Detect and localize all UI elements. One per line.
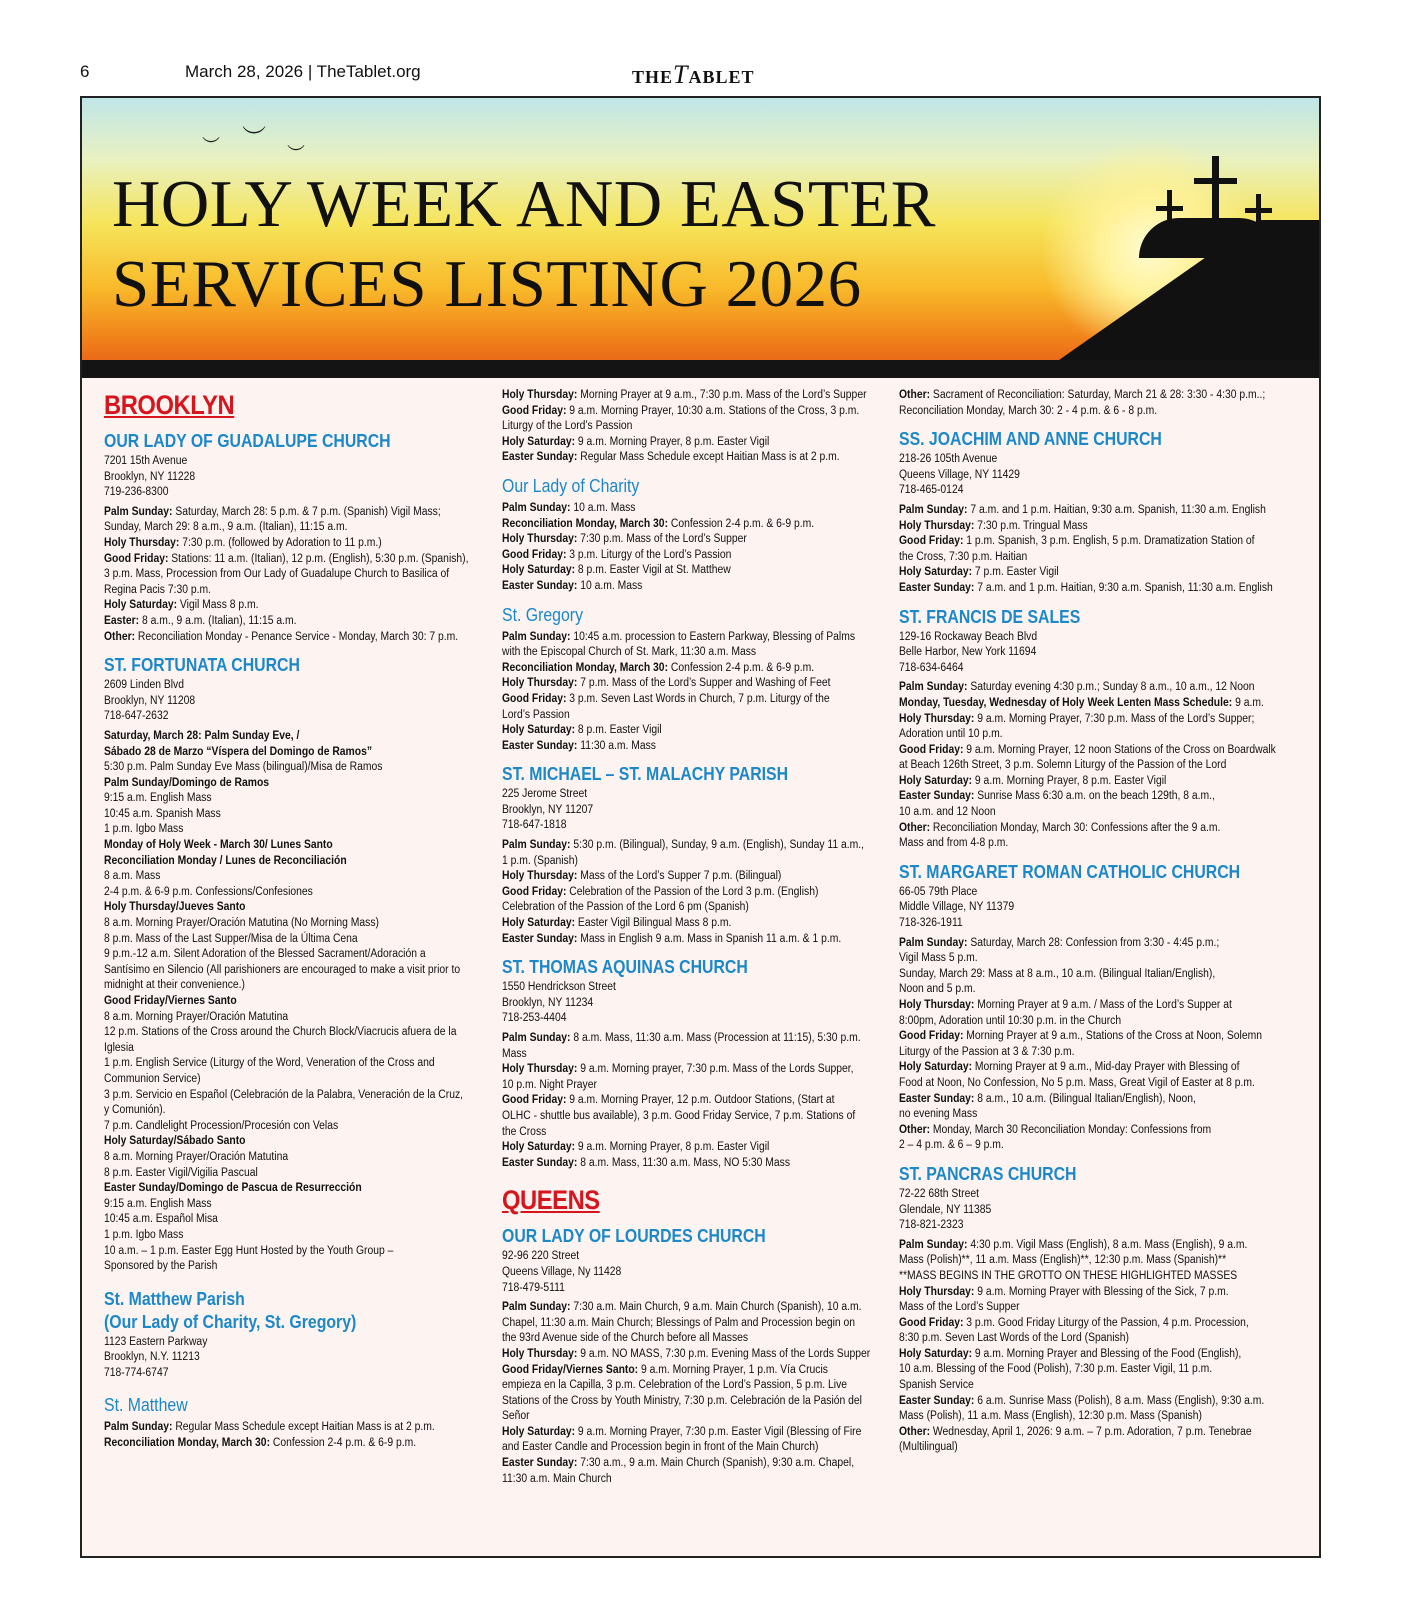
schedule-line: 1 p.m. English Service (Liturgy of the Word, Veneration of the Cross and	[104, 1057, 435, 1070]
schedule-line: Mass of the Lord’s Supper	[899, 1301, 1020, 1314]
schedule-line: Holy Saturday: 9 a.m. Morning Prayer, 8 p.m. Easter Vigil	[502, 435, 770, 448]
schedule-label: Holy Thursday:	[899, 519, 975, 532]
banner-ground-band	[82, 360, 1319, 378]
schedule-label: Easter Sunday:	[502, 579, 578, 592]
schedule-label: Monday of Holy Week - March 30/ Lunes Santo	[104, 839, 333, 852]
schedule-line: OLHC - shuttle bus available), 3 p.m. Good Friday Service, 7 p.m. Stations of	[502, 1109, 856, 1122]
church-name: SS. JOACHIM AND ANNE CHURCH	[899, 429, 1162, 450]
church-address	[104, 1335, 482, 1382]
masthead-logo: THETABLET	[632, 60, 755, 89]
schedule-line: at Beach 126th Street, 3 p.m. Solemn Liturgy of the Passion of the Lord	[899, 759, 1227, 772]
church-name: St. Gregory	[502, 604, 583, 625]
schedule-line: Good Friday: 3 p.m. Seven Last Words in Church, 7 p.m. Liturgy of the	[502, 692, 830, 705]
church-schedule	[502, 1300, 880, 1487]
address-line: 718-634-6464	[899, 661, 964, 674]
address-line: Brooklyn, NY 11208	[104, 694, 196, 707]
schedule-line: the 93rd Avenue side of the Church before all Masses	[502, 1332, 749, 1345]
address-line: 66-05 79th Place	[899, 885, 978, 898]
schedule-line: 8 a.m. Morning Prayer/Oración Matutina	[104, 1150, 289, 1163]
schedule-label: Holy Saturday:	[899, 566, 973, 579]
address-line: Glendale, NY 11385	[899, 1203, 992, 1216]
church-schedule	[899, 680, 1277, 852]
schedule-label: Palm Sunday:	[502, 839, 571, 852]
address-line: 719-236-8300	[104, 486, 169, 499]
address-line: 718-821-2323	[899, 1219, 964, 1232]
schedule-line	[104, 1181, 482, 1197]
schedule-label: Holy Saturday:	[502, 724, 576, 737]
address-line: 72-22 68th Street	[899, 1187, 979, 1200]
schedule-line: Noon and 5 p.m.	[899, 983, 976, 996]
schedule-line: Holy Thursday: 9 a.m. Morning Prayer with Blessing of the Sick, 7 p.m.	[899, 1285, 1229, 1298]
schedule-line: Palm Sunday: 8 a.m. Mass, 11:30 a.m. Mass (Procession at 11:15), 5:30 p.m.	[502, 1032, 861, 1044]
schedule-label: Holy Saturday:	[502, 435, 576, 448]
schedule-line: 2-4 p.m. & 6-9 p.m. Confessions/Confesiones	[104, 885, 313, 898]
church-address	[104, 454, 482, 501]
schedule-line: 3 p.m. Servicio en Español (Celebración de la Palabra, Veneración de la Cruz,	[104, 1088, 464, 1101]
schedule-label: Holy Saturday:	[104, 599, 178, 612]
schedule-line: Mass and from 4-8 p.m.	[899, 837, 1009, 850]
church-address	[502, 1249, 880, 1296]
schedule-line: Sunday, March 29: Mass at 8 a.m., 10 a.m. (Bilingual Italian/English),	[899, 967, 1216, 980]
schedule-line: Stations of the Cross by Youth Ministry, 7:30 p.m. Celebración de la Pasión del Señor	[502, 1394, 862, 1423]
schedule-label: Palm Sunday:	[502, 630, 571, 643]
schedule-label: Other:	[899, 1123, 931, 1136]
bird-icon: ︶	[287, 144, 305, 164]
schedule-label: Palm Sunday:	[502, 1032, 571, 1044]
church-schedule	[104, 729, 482, 1275]
schedule-line: 10:45 a.m. Spanish Mass	[104, 807, 221, 820]
schedule-line: no evening Mass	[899, 1108, 978, 1121]
schedule-label: Good Friday:	[502, 692, 567, 705]
schedule-label: Holy Thursday:	[502, 1063, 578, 1076]
schedule-line: Easter Sunday: 8 a.m., 10 a.m. (Bilingual Italian/English), Noon,	[899, 1092, 1196, 1105]
schedule-label: Holy Thursday/Jueves Santo	[104, 901, 246, 914]
schedule-line: Holy Thursday: Mass of the Lord’s Supper 7 p.m. (Bilingual)	[502, 870, 782, 883]
address-line: 718-253-4404	[502, 1012, 567, 1025]
listing-frame	[80, 96, 1321, 1558]
schedule-label: Easter Sunday:	[899, 581, 975, 594]
schedule-label: Other:	[899, 821, 931, 834]
schedule-line: Good Friday: Morning Prayer at 9 a.m., Stations of the Cross at Noon, Solemn	[899, 1030, 1262, 1043]
schedule-line: Holy Saturday: Morning Prayer at 9 a.m., Mid-day Prayer with Blessing of	[899, 1061, 1240, 1074]
schedule-line: Reconciliation Monday, March 30: Confession 2-4 p.m. & 6-9 p.m.	[502, 661, 815, 674]
schedule-label: Palm Sunday:	[502, 1301, 571, 1314]
address-line: 1550 Hendrickson Street	[502, 981, 616, 994]
address-line: Belle Harbor, New York 11694	[899, 646, 1037, 659]
schedule-line: 1 p.m. Igbo Mass	[104, 823, 184, 836]
schedule-line: Reconciliation Monday, March 30: Confession 2-4 p.m. & 6-9 p.m.	[104, 1437, 417, 1450]
column-3	[899, 388, 1279, 1456]
schedule-label: Holy Saturday:	[899, 1061, 973, 1074]
schedule-line: Holy Thursday: Morning Prayer at 9 a.m., 7:30 p.m. Mass of the Lord’s Supper	[502, 389, 867, 401]
schedule-label: Easter Sunday:	[899, 790, 975, 803]
schedule-line: 9:15 a.m. English Mass	[104, 792, 212, 805]
schedule-line: Food at Noon, No Confession, No 5 p.m. Mass, Great Vigil of Easter at 8 p.m.	[899, 1076, 1255, 1089]
schedule-label: Good Friday:	[899, 535, 964, 548]
schedule-line: Other: Reconciliation Monday, March 30: Confessions after the 9 a.m.	[899, 821, 1221, 834]
address-line: 1123 Eastern Parkway	[104, 1335, 208, 1348]
schedule-line: 1 p.m. Igbo Mass	[104, 1228, 184, 1241]
schedule-label: Palm Sunday:	[104, 505, 173, 518]
schedule-label: Other:	[899, 1425, 931, 1438]
bird-icon: ︶	[202, 136, 220, 156]
column-1	[104, 388, 484, 1452]
schedule-line: 8:00pm, Adoration until 10:30 p.m. in the Church	[899, 1014, 1122, 1027]
schedule-line: 5:30 p.m. Palm Sunday Eve Mass (bilingual)/Misa de Ramos	[104, 761, 383, 774]
region-heading-brooklyn: BROOKLYN	[104, 390, 235, 420]
church-name: OUR LADY OF GUADALUPE CHURCH	[104, 431, 391, 451]
schedule-line: Adoration until 10 p.m.	[899, 728, 1003, 741]
church-schedule	[502, 1031, 880, 1171]
address-line: Brooklyn, NY 11234	[502, 996, 594, 1009]
schedule-line: Lord’s Passion	[502, 708, 570, 721]
schedule-line: Celebration of the Passion of the Lord 6 pm (Spanish)	[502, 901, 749, 914]
schedule-line: Holy Saturday: 9 a.m. Morning Prayer, 7:30 p.m. Easter Vigil (Blessing of Fire	[502, 1425, 862, 1438]
church-name: St. Matthew Parish	[104, 1288, 245, 1309]
church-schedule-continued	[899, 388, 1277, 419]
schedule-label: Holy Thursday:	[502, 677, 578, 690]
schedule-line: Holy Thursday: 7:30 p.m. Mass of the Lord’s Supper	[502, 533, 747, 546]
schedule-line	[104, 854, 482, 870]
church-name: ST. THOMAS AQUINAS CHURCH	[502, 957, 748, 978]
schedule-label: Palm Sunday:	[899, 1238, 968, 1251]
title-banner	[82, 98, 1319, 378]
schedule-line: Good Friday: 9 a.m. Morning Prayer, 12 p.m. Outdoor Stations, (Start at	[502, 1094, 835, 1107]
schedule-label: Holy Saturday:	[502, 917, 576, 930]
schedule-line: y Comunión).	[104, 1104, 166, 1117]
schedule-line	[104, 994, 482, 1010]
church-address	[104, 678, 482, 725]
bird-icon: ︶	[242, 125, 266, 152]
church-address	[502, 980, 880, 1027]
schedule-line: Monday, Tuesday, Wednesday of Holy Week Lenten Mass Schedule: 9 a.m.	[899, 696, 1264, 709]
schedule-line: Palm Sunday: 4:30 p.m. Vigil Mass (English), 8 a.m. Mass (English), 9 a.m.	[899, 1238, 1248, 1251]
schedule-line: Good Friday: 3 p.m. Liturgy of the Lord’s Passion	[502, 548, 732, 561]
schedule-label: Good Friday:	[899, 743, 964, 756]
church-schedule	[502, 838, 880, 947]
address-line: 129-16 Rockaway Beach Blvd	[899, 630, 1038, 643]
schedule-label: Easter Sunday:	[899, 1092, 975, 1105]
schedule-label: Easter Sunday:	[502, 1156, 578, 1169]
address-line: 718-479-5111	[502, 1281, 565, 1294]
schedule-line: Good Friday: 3 p.m. Good Friday Liturgy of the Passion, 4 p.m. Procession,	[899, 1316, 1249, 1329]
schedule-line: 8 a.m. Morning Prayer/Oración Matutina	[104, 1010, 289, 1023]
schedule-label: Sábado 28 de Marzo “Víspera del Domingo de Ramos”	[104, 745, 373, 758]
address-line: Brooklyn, N.Y. 11213	[104, 1351, 200, 1364]
schedule-line: 8 p.m. Easter Vigil/Vigilia Pascual	[104, 1166, 258, 1179]
church-schedule	[502, 630, 880, 755]
church-name: OUR LADY OF LOURDES CHURCH	[502, 1226, 766, 1247]
schedule-label: Holy Saturday/Sábado Santo	[104, 1135, 246, 1148]
schedule-label: Good Friday:	[104, 552, 169, 565]
address-line: 2609 Linden Blvd	[104, 679, 185, 692]
schedule-line: 10 a.m. and 12 Noon	[899, 806, 996, 819]
schedule-label: Good Friday:	[502, 1094, 567, 1107]
schedule-line: Easter Sunday: Sunrise Mass 6:30 a.m. on the beach 129th, 8 a.m.,	[899, 790, 1215, 803]
schedule-line: Sponsored by the Parish	[104, 1260, 218, 1273]
schedule-line: Palm Sunday: 7:30 a.m. Main Church, 9 a.m. Main Church (Spanish), 10 a.m.	[502, 1301, 862, 1314]
church-schedule	[899, 1238, 1277, 1456]
schedule-line: Holy Thursday: 9 a.m. NO MASS, 7:30 p.m. Evening Mass of the Lords Supper	[502, 1347, 871, 1360]
schedule-line: **MASS BEGINS IN THE GROTTO ON THESE HIGHLIGHTED MASSES	[899, 1269, 1238, 1282]
schedule-line: 10 p.m. Night Prayer	[502, 1078, 597, 1091]
schedule-line: 9 p.m.-12 a.m. Silent Adoration of the Blessed Sacrament/Adoración a	[104, 948, 426, 961]
church-schedule	[104, 1420, 482, 1451]
listing-content	[82, 378, 1319, 1556]
schedule-line: Regina Pacis 7:30 p.m.	[104, 583, 212, 596]
address-line: Queens Village, Ny 11428	[502, 1265, 622, 1278]
address-line: Brooklyn, NY 11228	[104, 470, 196, 483]
schedule-line: Holy Thursday: 7:30 p.m. (followed by Adoration to 11 p.m.)	[104, 536, 382, 549]
schedule-line: Palm Sunday: 10:45 a.m. procession to Eastern Parkway, Blessing of Palms	[502, 630, 856, 643]
schedule-line: Spanish Service	[899, 1379, 974, 1392]
schedule-line: empieza en la Capilla, 3 p.m. Celebration of the Lord’s Passion, 5 p.m. Live	[502, 1379, 848, 1392]
schedule-line	[104, 776, 482, 792]
schedule-line: Holy Thursday: Morning Prayer at 9 a.m. / Mass of the Lord’s Supper at	[899, 999, 1232, 1011]
schedule-label: Reconciliation Monday / Lunes de Reconciliación	[104, 854, 347, 867]
church-name: ST. FRANCIS DE SALES	[899, 606, 1081, 627]
schedule-label: Good Friday:	[899, 1316, 964, 1329]
schedule-label: Holy Thursday:	[502, 389, 578, 401]
schedule-line: Holy Saturday: Vigil Mass 8 p.m.	[104, 599, 259, 612]
schedule-line: Palm Sunday: Saturday, March 28: 5 p.m. & 7 p.m. (Spanish) Vigil Mass;	[104, 505, 441, 518]
schedule-label: Good Friday:	[502, 404, 567, 417]
schedule-line: Palm Sunday: 10 a.m. Mass	[502, 501, 636, 514]
schedule-label: Easter:	[104, 614, 140, 627]
page-header	[80, 60, 1325, 88]
schedule-label: Holy Thursday:	[502, 1347, 578, 1360]
schedule-line: midnight at their convenience.)	[104, 979, 245, 992]
schedule-line: Other: Wednesday, April 1, 2026: 9 a.m. – 7 p.m. Adoration, 7 p.m. Tenebrae	[899, 1425, 1252, 1438]
schedule-line: Holy Thursday: 7:30 p.m. Tringual Mass	[899, 519, 1088, 532]
address-line: 7201 15th Avenue	[104, 455, 188, 467]
schedule-line: Palm Sunday: 7 a.m. and 1 p.m. Haitian, 9:30 a.m. Spanish, 11:30 a.m. English	[899, 503, 1266, 516]
schedule-label: Holy Thursday:	[899, 1285, 975, 1298]
address-line: 718-774-6747	[104, 1366, 169, 1379]
schedule-line: Easter Sunday: Regular Mass Schedule except Haitian Mass is at 2 p.m.	[502, 451, 840, 464]
church-address	[899, 1187, 1277, 1234]
schedule-line	[104, 729, 482, 745]
church-schedule	[502, 501, 880, 595]
schedule-label: Holy Saturday:	[502, 1141, 576, 1154]
schedule-line: Communion Service)	[104, 1072, 201, 1085]
address-line: 718-647-1818	[502, 819, 567, 832]
church-name: ST. MARGARET ROMAN CATHOLIC CHURCH	[899, 861, 1241, 882]
schedule-line: Other: Monday, March 30 Reconciliation Monday: Confessions from	[899, 1123, 1212, 1136]
schedule-line: 2 – 4 p.m. & 6 – 9 p.m.	[899, 1139, 1004, 1152]
schedule-line: Vigil Mass 5 p.m.	[899, 952, 978, 965]
calvary-hill-slope	[1059, 220, 1319, 360]
schedule-line: Easter Sunday: 7 a.m. and 1 p.m. Haitian, 9:30 a.m. Spanish, 11:30 a.m. English	[899, 581, 1273, 594]
schedule-label: Saturday, March 28: Palm Sunday Eve, /	[104, 729, 300, 742]
church-name: ST. FORTUNATA CHURCH	[104, 655, 300, 676]
schedule-label: Holy Saturday:	[502, 564, 576, 577]
schedule-line	[104, 745, 482, 761]
schedule-line: 9:15 a.m. English Mass	[104, 1197, 212, 1210]
schedule-line: Holy Saturday: 9 a.m. Morning Prayer, 8 p.m. Easter Vigil	[899, 774, 1167, 787]
schedule-line: Mass	[502, 1047, 527, 1060]
schedule-line	[104, 838, 482, 854]
schedule-line: Chapel, 11:30 a.m. Main Church; Blessings of Palm and Procession begin on	[502, 1316, 856, 1329]
church-address	[899, 452, 1277, 499]
schedule-line: Easter Sunday: 11:30 a.m. Mass	[502, 739, 656, 752]
schedule-label: Monday, Tuesday, Wednesday of Holy Week Lenten Mass Schedule:	[899, 696, 1233, 709]
schedule-line: 11:30 a.m. Main Church	[502, 1472, 612, 1485]
schedule-line: 8 a.m. Mass	[104, 870, 161, 883]
dateline: March 28, 2026 | TheTablet.org	[185, 62, 421, 81]
schedule-line: 10 a.m. – 1 p.m. Easter Egg Hunt Hosted by the Youth Group –	[104, 1244, 394, 1257]
address-line: 718-326-1911	[899, 917, 963, 930]
schedule-line: Good Friday: 1 p.m. Spanish, 3 p.m. English, 5 p.m. Dramatization Station of	[899, 535, 1255, 548]
schedule-line: Easter Sunday: Mass in English 9 a.m. Mass in Spanish 11 a.m. & 1 p.m.	[502, 932, 842, 945]
schedule-line: Palm Sunday: Saturday evening 4:30 p.m.; Sunday 8 a.m., 10 a.m., 12 Noon	[899, 681, 1255, 694]
schedule-line	[104, 1134, 482, 1150]
schedule-line: Easter Sunday: 10 a.m. Mass	[502, 579, 643, 592]
church-name: ST. PANCRAS CHURCH	[899, 1163, 1077, 1184]
schedule-label: Good Friday:	[899, 1030, 964, 1043]
schedule-label: Good Friday:	[502, 548, 567, 561]
schedule-label: Holy Saturday:	[899, 1347, 973, 1360]
schedule-line: Easter Sunday: 8 a.m. Mass, 11:30 a.m. Mass, NO 5:30 Mass	[502, 1156, 790, 1169]
schedule-line: Holy Saturday: 7 p.m. Easter Vigil	[899, 566, 1059, 579]
schedule-label: Holy Thursday:	[899, 712, 975, 725]
schedule-label: Holy Thursday:	[502, 870, 578, 883]
schedule-line: Good Friday/Viernes Santo: 9 a.m. Morning Prayer, 1 p.m. Vía Crucis	[502, 1363, 828, 1376]
schedule-line: 10:45 a.m. Español Misa	[104, 1213, 218, 1226]
address-line: Middle Village, NY 11379	[899, 901, 1015, 914]
address-line: 218-26 105th Avenue	[899, 453, 998, 466]
schedule-line: (Multilingual)	[899, 1441, 958, 1454]
schedule-label: Easter Sunday:	[502, 451, 578, 464]
schedule-line: Holy Saturday: 8 p.m. Easter Vigil	[502, 724, 662, 737]
schedule-line: Easter Sunday: 7:30 a.m., 9 a.m. Main Church (Spanish), 9:30 a.m. Chapel,	[502, 1457, 855, 1470]
schedule-line	[104, 900, 482, 916]
schedule-line: Palm Sunday: Saturday, March 28: Confession from 3:30 - 4:45 p.m.;	[899, 936, 1220, 949]
schedule-line: Holy Saturday: 8 p.m. Easter Vigil at St. Matthew	[502, 564, 731, 577]
schedule-label: Good Friday/Viernes Santo	[104, 995, 237, 1007]
schedule-line: Holy Saturday: 9 a.m. Morning Prayer, 8 p.m. Easter Vigil	[502, 1141, 770, 1154]
schedule-line: Easter: 8 a.m., 9 a.m. (Italian), 11:15 a.m.	[104, 614, 297, 627]
schedule-line: Holy Thursday: 9 a.m. Morning Prayer, 7:30 p.m. Mass of the Lord’s Supper;	[899, 712, 1255, 725]
region-heading-queens: QUEENS	[502, 1185, 600, 1216]
page-number: 6	[80, 62, 90, 81]
address-line: 92-96 220 Street	[502, 1250, 580, 1263]
schedule-label: Reconciliation Monday, March 30:	[502, 661, 669, 674]
church-schedule-continued	[502, 388, 880, 466]
schedule-line: Liturgy of the Passion at 3 & 7:30 p.m.	[899, 1045, 1075, 1058]
schedule-line: 12 p.m. Stations of the Cross around the Church Block/Viacrucis afuera de la Iglesia	[104, 1026, 457, 1054]
schedule-line: Holy Saturday: Easter Vigil Bilingual Mass 8 p.m.	[502, 917, 732, 930]
schedule-line: with the Episcopal Church of St. Mark, 11:30 a.m. Mass	[502, 646, 757, 659]
schedule-line: Sunday, March 29: 8 a.m., 9 a.m. (Italian), 11:15 a.m.	[104, 521, 348, 534]
schedule-label: Other:	[899, 389, 931, 401]
schedule-label: Easter Sunday:	[502, 739, 578, 752]
schedule-line: Good Friday: Celebration of the Passion of the Lord 3 p.m. (English)	[502, 885, 819, 898]
address-line: Brooklyn, NY 11207	[502, 803, 594, 816]
schedule-label: Good Friday:	[502, 885, 567, 898]
schedule-line: 1 p.m. (Spanish)	[502, 854, 578, 867]
schedule-line: Santísimo en Silencio (All parishioners are encouraged to make a visit prior to	[104, 963, 461, 976]
schedule-line: Other: Sacrament of Reconciliation: Saturday, March 21 & 28: 3:30 - 4:30 p.m..;	[899, 389, 1266, 401]
church-name: St. Matthew	[104, 1395, 188, 1416]
church-address	[502, 787, 880, 834]
schedule-line: Reconciliation Monday, March 30: 2 - 4 p.m. & 6 - 8 p.m.	[899, 404, 1158, 417]
schedule-label: Holy Saturday:	[502, 1425, 576, 1438]
schedule-label: Palm Sunday:	[899, 936, 968, 949]
schedule-line: 3 p.m. Mass, Procession from Our Lady of Guadalupe Church to Basilica of	[104, 568, 450, 581]
schedule-label: Holy Thursday:	[104, 536, 180, 549]
schedule-label: Palm Sunday:	[502, 501, 571, 514]
schedule-line: Good Friday: Stations: 11 a.m. (Italian), 12 p.m. (English), 5:30 p.m. (Spanish),	[104, 552, 469, 565]
schedule-line: and Easter Candle and Procession begin in front of the Main Church)	[502, 1441, 819, 1454]
schedule-line: Holy Saturday: 9 a.m. Morning Prayer and Blessing of the Food (English),	[899, 1347, 1242, 1360]
church-name: ST. MICHAEL – ST. MALACHY PARISH	[502, 764, 789, 785]
schedule-line: Holy Thursday: 7 p.m. Mass of the Lord’s Supper and Washing of Feet	[502, 677, 831, 690]
schedule-label: Easter Sunday/Domingo de Pascua de Resurrección	[104, 1182, 362, 1195]
schedule-line: the Cross, 7:30 p.m. Haitian	[899, 550, 1028, 563]
address-line: 718-465-0124	[899, 484, 964, 497]
schedule-label: Easter Sunday:	[502, 1457, 578, 1470]
schedule-line: Mass (Polish)**, 11 a.m. Mass (English)**, 12:30 p.m. Mass (Spanish)**	[899, 1254, 1227, 1267]
schedule-line: Mass (Polish), 11 a.m. Mass (English), 12:30 p.m. Mass (Spanish)	[899, 1410, 1202, 1423]
schedule-line: Holy Thursday: 9 a.m. Morning prayer, 7:30 p.m. Mass of the Lords Supper,	[502, 1063, 854, 1076]
schedule-line: Other: Reconciliation Monday - Penance Service - Monday, March 30: 7 p.m.	[104, 630, 459, 643]
schedule-line: 8:30 p.m. Seven Last Words of the Lord (Spanish)	[899, 1332, 1129, 1345]
schedule-line: Liturgy of the Lord’s Passion	[502, 420, 633, 433]
schedule-label: Palm Sunday:	[104, 1421, 173, 1434]
address-line: 718-647-2632	[104, 710, 169, 723]
schedule-label: Other:	[104, 630, 136, 643]
schedule-line: Palm Sunday: Regular Mass Schedule except Haitian Mass is at 2 p.m.	[104, 1421, 435, 1434]
church-name-subtitle: (Our Lady of Charity, St. Gregory)	[104, 1311, 357, 1332]
church-address	[899, 885, 1277, 932]
church-address	[899, 630, 1277, 677]
schedule-line: Good Friday: 9 a.m. Morning Prayer, 10:30 a.m. Stations of the Cross, 3 p.m.	[502, 404, 860, 417]
church-schedule	[104, 505, 482, 645]
schedule-label: Good Friday/Viernes Santo:	[502, 1363, 639, 1376]
schedule-line: Easter Sunday: 6 a.m. Sunrise Mass (Polish), 8 a.m. Mass (English), 9:30 a.m.	[899, 1394, 1265, 1407]
schedule-label: Easter Sunday:	[899, 1394, 975, 1407]
schedule-line: Palm Sunday: 5:30 p.m. (Bilingual), Sunday, 9 a.m. (English), Sunday 11 a.m.,	[502, 839, 865, 852]
schedule-label: Holy Saturday:	[899, 774, 973, 787]
schedule-label: Holy Thursday:	[502, 533, 578, 546]
schedule-label: Holy Thursday:	[899, 999, 975, 1011]
page-title: HOLY WEEK AND EASTER SERVICES LISTING 2026	[112, 167, 936, 321]
address-line: Queens Village, NY 11429	[899, 468, 1020, 481]
schedule-label: Reconciliation Monday, March 30:	[104, 1437, 271, 1450]
schedule-label: Easter Sunday:	[502, 932, 578, 945]
church-name: Our Lady of Charity	[502, 475, 640, 496]
schedule-label: Palm Sunday:	[899, 681, 968, 694]
schedule-label: Palm Sunday:	[899, 503, 968, 516]
schedule-line: the Cross	[502, 1125, 547, 1138]
schedule-line: 8 p.m. Mass of the Last Supper/Misa de la Última Cena	[104, 932, 358, 945]
schedule-label: Reconciliation Monday, March 30:	[502, 517, 669, 530]
schedule-line: Good Friday: 9 a.m. Morning Prayer, 12 noon Stations of the Cross on Boardwalk	[899, 743, 1276, 756]
schedule-label: Palm Sunday/Domingo de Ramos	[104, 776, 270, 789]
address-line: 225 Jerome Street	[502, 788, 588, 801]
schedule-line: 7 p.m. Candlelight Procession/Procesión con Velas	[104, 1119, 339, 1132]
schedule-line: 8 a.m. Morning Prayer/Oración Matutina (No Morning Mass)	[104, 917, 379, 930]
schedule-line: 10 a.m. Blessing of the Food (Polish), 7:30 p.m. Easter Vigil, 11 p.m.	[899, 1363, 1213, 1376]
column-2	[502, 388, 882, 1487]
church-schedule	[899, 503, 1277, 597]
schedule-line: Reconciliation Monday, March 30: Confession 2-4 p.m. & 6-9 p.m.	[502, 517, 815, 530]
church-schedule	[899, 936, 1277, 1154]
